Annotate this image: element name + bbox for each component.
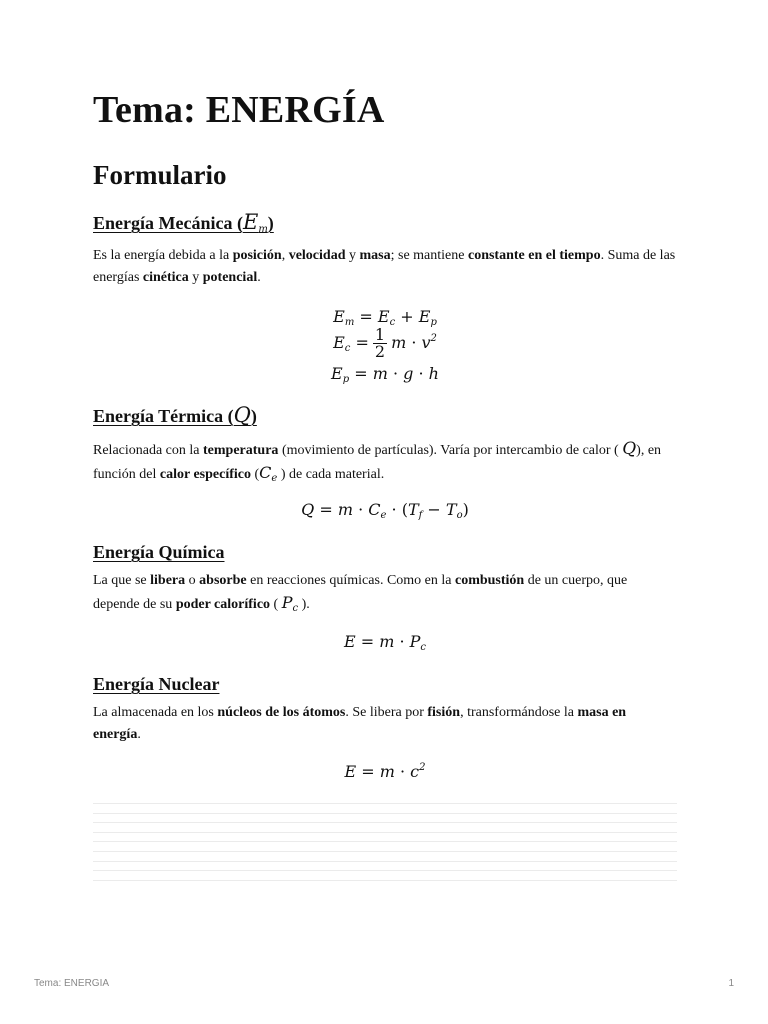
equation-energia-nuclear: $E = m \cdot c^2$ [344, 762, 426, 781]
heading-energia-nuclear: Energía Nuclear [93, 674, 220, 694]
paragraph-energia-nuclear: La almacenada en los núcleos de los átomos. Se libera por fisión, transformándose la masa en energía. [93, 705, 627, 742]
equation-energia-potencial: $E_p = m \cdot g \cdot h$ [331, 364, 439, 385]
paragraph-energia-mecanica: Es la energía debida a la posición, velocidad y masa; se mantiene constante en el tiempo. Suma de las energías cinética y potencial. [93, 248, 676, 285]
paragraph-energia-termica: Relacionada con la temperatura (movimiento de partículas). Varía por intercambio de calor ( Q), en función del calor específico ($C_e$ ) de cada material. [93, 439, 662, 484]
heading-energia-termica: Energía Térmica (Q) [93, 403, 257, 427]
heading-energia-mecanica: Energía Mecánica $(E_m)$ [93, 210, 274, 235]
footer-document-title: Tema: ENERGIA [34, 978, 110, 989]
equation-energia-quimica: $E = m \cdot P_c$ [343, 632, 427, 653]
section-title-formulario: Formulario [93, 160, 227, 190]
page-title: Tema: ENERGÍA [93, 89, 385, 131]
equation-energia-cinetica: $E_c$ = $\frac{1}{2}$ $m \cdot v^2$ [333, 325, 437, 361]
heading-energia-quimica: Energía Química [93, 542, 225, 562]
equation-mecanica-total: $E_m = E_c + E_p$ [333, 307, 437, 328]
ruled-lines [93, 803, 677, 889]
equation-calor: $Q = m \cdot C_e \cdot (T_f - T_o)$ [301, 500, 469, 521]
paragraph-energia-quimica: La que se libera o absorbe en reacciones químicas. Como en la combustión de un cuerpo, que depende de su poder calorífico ( $P_c$ ). [93, 573, 628, 614]
footer-page-number: 1 [728, 978, 734, 989]
